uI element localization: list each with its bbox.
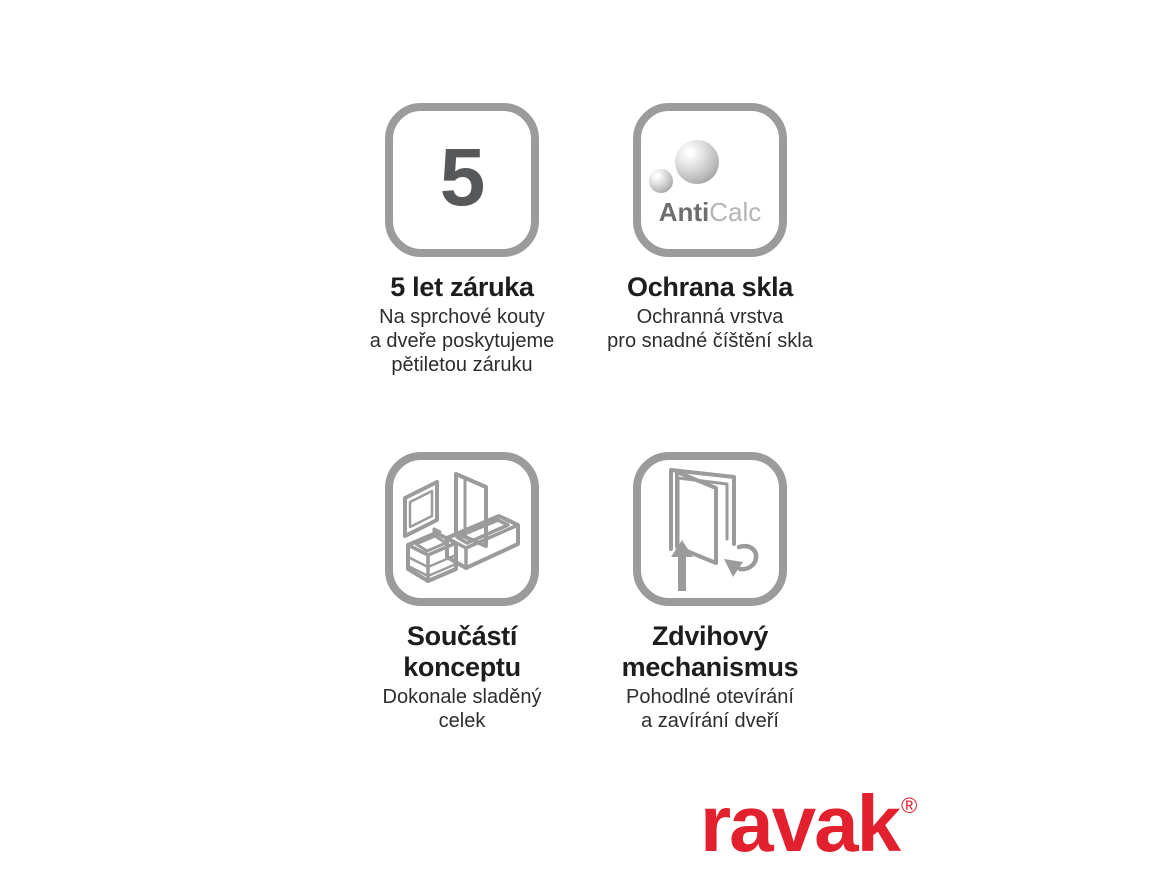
bathroom-concept-drawing — [393, 460, 531, 598]
anticalc-wordmark: AntiCalc — [658, 197, 762, 227]
feature-title: Zdvihový mechanismus — [621, 621, 799, 682]
bubble-highlight — [655, 173, 660, 178]
lifting-door-drawing — [641, 460, 779, 598]
feature-title: Součástí konceptu — [403, 621, 521, 682]
ravak-logo — [700, 779, 918, 868]
number-5-glyph: 5 — [439, 132, 485, 223]
feature-card-glass-protection — [585, 103, 835, 353]
feature-description: Ochranná vrstva pro snadné číštění skla — [607, 306, 813, 352]
feature-description: Pohodlné otevírání a zavírání dveří — [626, 686, 794, 732]
feature-card-warranty — [337, 103, 587, 377]
anticalc-bubbles-icon — [633, 103, 787, 257]
feature-card-lift-mechanism — [585, 452, 835, 733]
large-bubble — [675, 140, 719, 184]
feature-title: Ochrana skla — [627, 272, 793, 302]
lifting-door-icon — [633, 452, 787, 606]
bathroom-concept-icon — [385, 452, 539, 606]
feature-description: Dokonale sladěný celek — [382, 686, 542, 732]
feature-card-concept — [337, 452, 587, 733]
registered-trademark: ® — [901, 793, 918, 818]
bubble-highlight — [686, 148, 695, 157]
feature-description: Na sprchové kouty a dveře poskytujeme pětiletou záruku — [369, 306, 555, 376]
ravak-logo-text: ravak — [700, 779, 900, 868]
number-5-icon — [385, 103, 539, 257]
small-bubble — [649, 169, 673, 193]
feature-title: 5 let záruka — [390, 272, 534, 302]
